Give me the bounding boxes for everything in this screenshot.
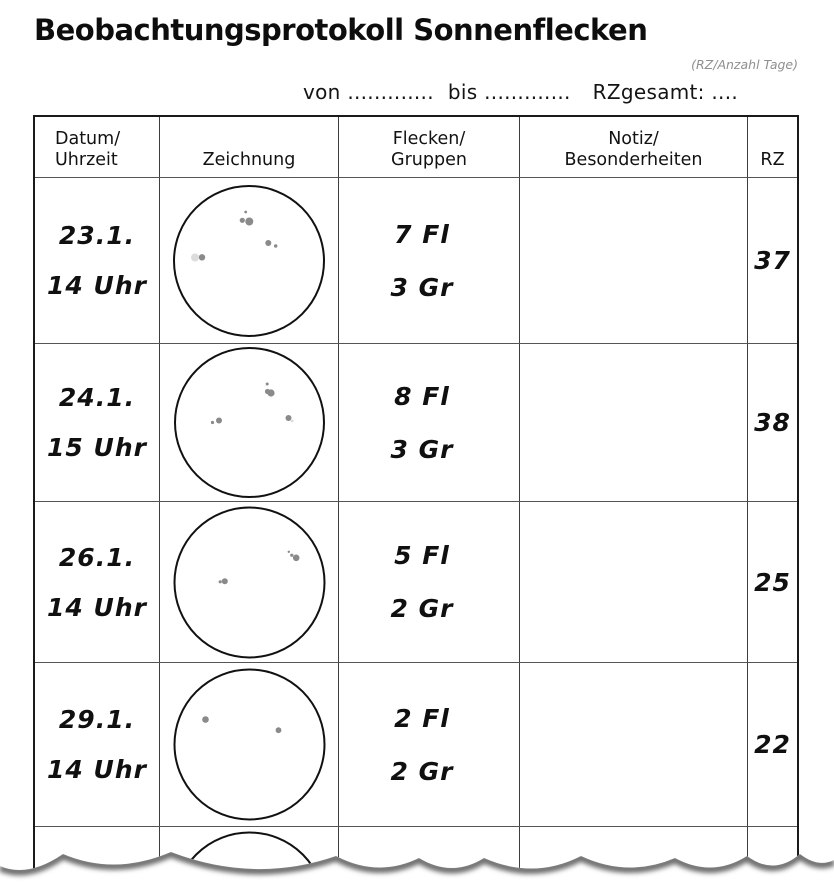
bis-label: bis (447, 80, 478, 104)
rzgesamt-dotted-blank: .... (711, 80, 739, 104)
time-value: 14 Uhr (47, 755, 147, 784)
flecken-value: 7 Fl (394, 219, 450, 249)
sunspot (240, 217, 245, 222)
header-rz-label: RZ (760, 150, 785, 170)
rz-anzahl-tage-note: (RZ/Anzahl Tage) (691, 57, 798, 72)
sunspot (210, 421, 213, 424)
header-zeichnung-label: Zeichnung (202, 150, 296, 170)
cell-flecken-gruppen (339, 502, 520, 662)
date-value: 26.1. (58, 542, 136, 572)
cell-zeichnung (160, 344, 339, 501)
observation-table (33, 115, 799, 887)
sun-drawing (173, 346, 326, 499)
sunspot (274, 244, 277, 247)
cell-notiz (520, 178, 748, 343)
header-datum: Datum/ (55, 129, 121, 149)
von-dotted-blank: ............. (347, 80, 434, 104)
sunspot (290, 553, 293, 556)
table-row (35, 178, 797, 344)
cell-zeichnung (160, 178, 339, 343)
sunspot (265, 240, 271, 246)
gruppen-value: 2 Gr (390, 594, 454, 623)
cell-rz (748, 502, 797, 662)
sunspot (267, 389, 274, 396)
time-value: 14 Uhr (47, 271, 147, 300)
sunspot (221, 578, 227, 584)
sunspot (265, 383, 268, 386)
page-title: Beobachtungsprotokoll Sonnenflecken (34, 13, 648, 47)
sun-drawing (172, 505, 327, 660)
cell-zeichnung (160, 502, 339, 662)
cell-datum-uhrzeit (35, 663, 160, 826)
sunspot (290, 420, 293, 423)
date-value: 23.1. (58, 221, 136, 250)
cell-flecken-gruppen (339, 344, 520, 501)
table-row (35, 344, 797, 502)
sunspot (191, 253, 199, 261)
flecken-value: 8 Fl (394, 381, 450, 411)
cell-datum-uhrzeit (35, 344, 160, 501)
cell-flecken-gruppen (339, 178, 520, 343)
sunspot (292, 554, 299, 561)
table-row (35, 663, 797, 827)
cell-rz (748, 663, 797, 826)
sunspot (202, 716, 209, 723)
sunspot (285, 415, 291, 421)
cell-rz (748, 344, 797, 501)
cell-flecken-gruppen (339, 663, 520, 826)
cell-zeichnung (160, 663, 339, 826)
cell-notiz (520, 502, 748, 662)
time-value: 15 Uhr (47, 433, 147, 462)
cell-datum-uhrzeit (35, 178, 160, 343)
header-datum-uhrzeit (35, 117, 160, 177)
header-flecken: Flecken/ (392, 129, 466, 149)
header-gruppen: Gruppen (391, 150, 467, 170)
rz-value: 38 (754, 408, 791, 437)
sun-drawing (172, 667, 327, 822)
rz-value: 37 (754, 246, 791, 275)
date-range-fill-line (303, 80, 738, 104)
rz-value: 22 (754, 730, 791, 759)
flecken-value: 2 Fl (394, 703, 450, 733)
cell-rz (748, 178, 797, 343)
table-header-row (35, 117, 797, 178)
time-value: 14 Uhr (47, 592, 147, 622)
sunspot (244, 210, 247, 213)
date-value: 29.1. (58, 705, 136, 734)
header-notiz-besonderheiten (520, 117, 748, 177)
torn-paper-edge (0, 834, 834, 894)
sunspot (199, 254, 205, 260)
gruppen-value: 3 Gr (390, 272, 454, 302)
sunspot (275, 727, 281, 733)
von-label: von (303, 80, 341, 104)
header-rz (748, 117, 797, 177)
sunspot (218, 580, 221, 583)
table-row (35, 502, 797, 663)
bis-dotted-blank: ............. (484, 80, 571, 104)
flecken-value: 5 Fl (394, 541, 450, 570)
rzgesamt-label: RZgesamt: (592, 80, 705, 104)
header-flecken-gruppen (339, 117, 520, 177)
header-zeichnung (160, 117, 339, 177)
sunspot (245, 217, 253, 225)
date-value: 24.1. (58, 383, 136, 412)
cell-datum-uhrzeit (35, 502, 160, 662)
header-notiz: Notiz/ (608, 129, 659, 149)
gruppen-value: 3 Gr (390, 434, 454, 464)
sunspot (216, 418, 222, 424)
header-uhrzeit: Uhrzeit (55, 150, 118, 170)
header-besonderheiten: Besonderheiten (564, 150, 703, 170)
sunspot (287, 550, 289, 552)
rz-value: 25 (754, 567, 791, 597)
cell-notiz (520, 663, 748, 826)
sun-drawing (171, 183, 327, 339)
gruppen-value: 2 Gr (390, 756, 454, 786)
cell-notiz (520, 344, 748, 501)
